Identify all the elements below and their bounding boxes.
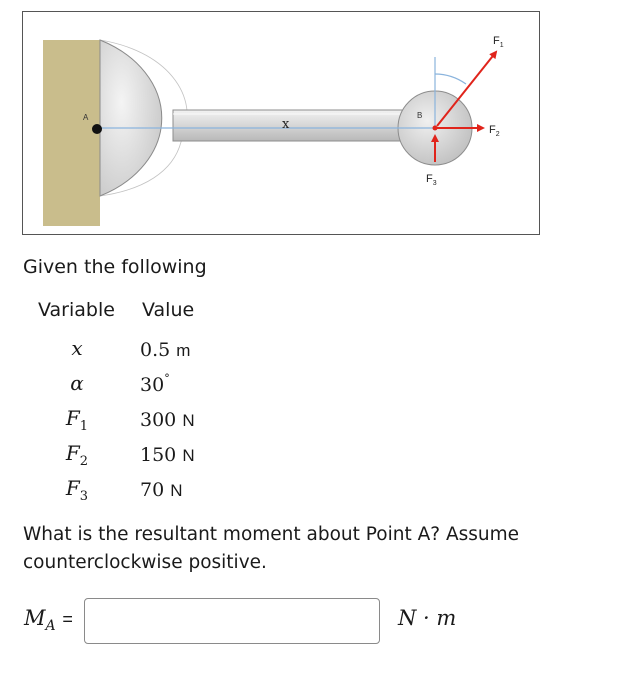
point-b-label: B (417, 111, 423, 120)
variable-value: 150 N (140, 443, 195, 466)
variable-symbol: $F_1$ (65, 405, 89, 434)
variable-value: 30° (140, 371, 170, 396)
beam-diagram (23, 12, 538, 233)
column-header-variable: Variable (38, 299, 115, 321)
variable-value: 70 N (140, 478, 183, 501)
table-row (38, 402, 195, 437)
variable-value: 300 N (140, 408, 195, 431)
variable-value: 0.5 m (140, 338, 191, 361)
point-b-dot (433, 126, 438, 131)
answer-input[interactable] (84, 598, 380, 644)
given-heading: Given the following (23, 256, 207, 278)
table-row (38, 437, 195, 472)
point-a-dot (92, 124, 102, 134)
force-f2-label: $F_2$ (489, 124, 500, 138)
variable-symbol: $F_3$ (65, 475, 89, 504)
variable-symbol: x (71, 335, 83, 360)
dome-mount (100, 40, 162, 196)
table-header-row (38, 298, 195, 332)
rod (173, 110, 431, 141)
alpha-arc (435, 74, 466, 84)
question-text: What is the resultant moment about Point A? Assume counterclockwise positive. (23, 524, 520, 573)
variable-symbol: $F_2$ (65, 440, 89, 469)
variables-table (38, 298, 195, 507)
answer-label: $M_A$ = (24, 606, 73, 635)
force-f3-label: $F_3$ (426, 173, 437, 187)
table-row (38, 367, 195, 402)
point-a-label: A (83, 113, 89, 122)
answer-unit: N · m (398, 606, 457, 630)
wall (43, 40, 100, 226)
beam-figure (22, 11, 540, 235)
table-row (38, 332, 195, 367)
variable-symbol: α (70, 370, 84, 395)
column-header-value: Value (142, 299, 195, 321)
force-f1-label: $F_1$ (493, 35, 504, 49)
table-row (38, 472, 195, 507)
dimension-x-label: x (282, 117, 290, 132)
